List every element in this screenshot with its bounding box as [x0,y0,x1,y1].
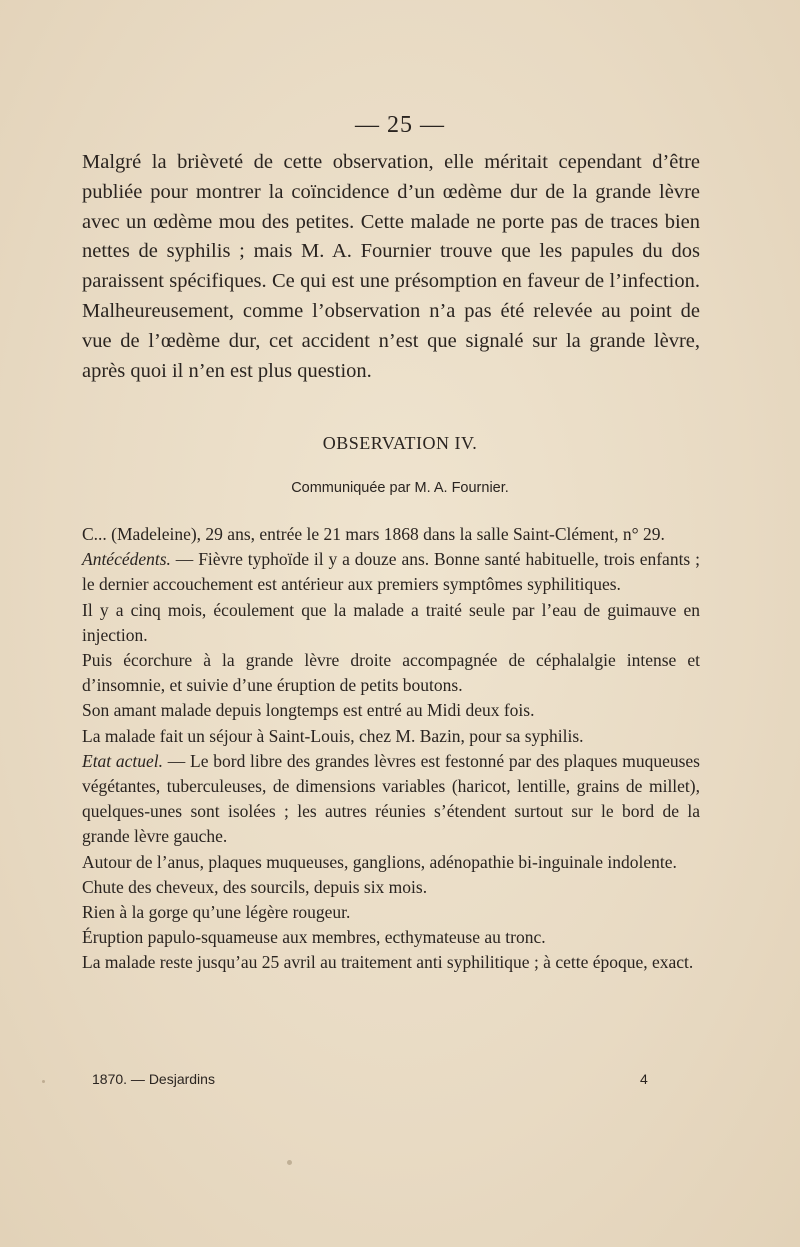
page-number: — 25 — [355,112,445,138]
paragraph-text: La malade reste jusqu’au 25 avril au traitement anti syphilitique ; à cette époque, exact. [82,952,694,973]
paragraph-text: Éruption papulo-squameuse aux membres, ecthymateuse au tronc. [82,927,546,948]
paragraph [82,547,700,597]
paper-speck [42,1080,45,1083]
paper-speck [287,1160,292,1165]
paragraph-text: Chute des cheveux, des sourcils, depuis six mois. [82,876,428,897]
paragraph-label: Antécédents. [82,549,171,570]
paragraph-text: C... (Madeleine), 29 ans, entrée le 21 mars 1868 dans la salle Saint-Clément, n° 29. [82,524,665,544]
paragraph [82,950,700,975]
paragraph [82,925,700,950]
paragraph [82,900,700,925]
intro-paragraph [82,148,700,386]
paragraph-text: La malade fait un séjour à Saint-Louis, chez M. Bazin, pour sa syphilis. [82,725,584,746]
paragraph-text: Autour de l’anus, plaques muqueuses, ganglions, adénopathie bi-inguinale indolente. [82,851,677,872]
paragraph-text: — Le bord libre des grandes lèvres est festonné par des plaques muqueuses végétantes, tuberculeuses, de dimensions variables (haricot, lentille, grains de millet), quelques-unes sont isolées ; les autres réunies s’étendent surtout sur le bord de la grande lèvre gauche. [82,750,700,847]
paragraph-text: Puis écorchure à la grande lèvre droite accompagnée de céphalalgie intense et d’insomnie, et suivie d’une éruption de petits boutons. [82,650,700,696]
paragraph [82,648,700,698]
paragraph [82,850,700,875]
page-footer [92,1071,652,1087]
observation-title: OBSERVATION IV. [322,433,478,453]
observation-subtitle: Communiquée par M. A. Fournier. [291,480,509,496]
intro-text: Malgré la brièveté de cette observation, elle méritait cependant d’être publiée pour montrer la coïncidence d’un œdème dur de la grande lèvre avec un œdème mou des petites. Cette malade ne porte pas de traces bien nettes de syphilis ; mais M. A. Fournier trouve que les papules du dos paraissent spécifiques. Ce qui est une présomption en faveur de l’infection. Malheureusement, comme l’observation n’a pas été relevée au point de vue de l’œdème dur, cet accident n’est que signalé sur la grande lèvre, après quoi il n’en est plus question. [82,151,700,382]
paragraph [82,724,700,749]
footer-signature-line: 1870. — Desjardins [92,1071,215,1087]
paragraph [82,698,700,723]
paragraph [82,598,700,648]
paragraph-text: Il y a cinq mois, écoulement que la malade a traité seule par l’eau de guimauve en injection. [82,599,700,645]
footer-signature-mark: 4 [640,1071,648,1087]
paragraph-text: Son amant malade depuis longtemps est entré au Midi deux fois. [82,700,535,721]
observation-body [82,522,700,976]
paragraph [82,749,700,850]
paragraph-text: Rien à la gorge qu’une légère rougeur. [82,902,351,923]
paragraph [82,875,700,900]
paragraph-text: — Fièvre typhoïde il y a douze ans. Bonne santé habituelle, trois enfants ; le dernier accouchement est antérieur aux premiers symptômes syphilitiques. [82,549,700,595]
paragraph-label: Etat actuel. [82,750,164,771]
paragraph [82,522,700,547]
